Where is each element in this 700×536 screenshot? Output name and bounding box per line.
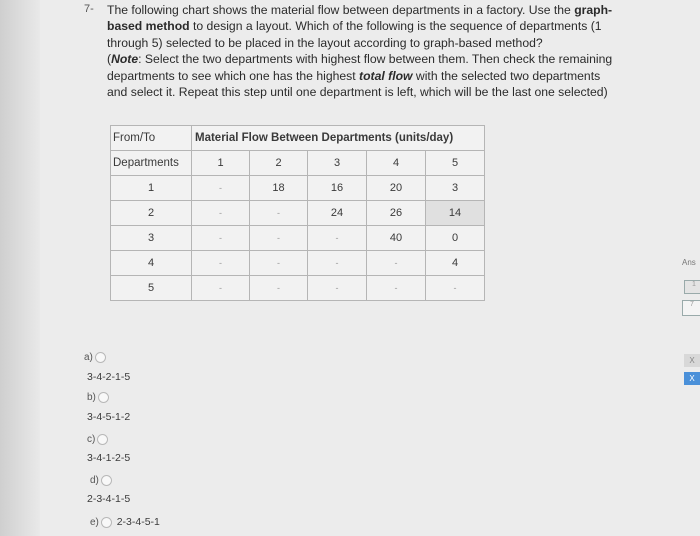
table-cell: 20 bbox=[367, 176, 426, 201]
q-line5: departments to see which one has the highest bbox=[107, 68, 360, 83]
table-cell: - bbox=[250, 276, 308, 301]
q-line4: : Select the two departments with highest flow between them. Then check the remaining bbox=[138, 52, 613, 67]
row-dept: 5 bbox=[111, 276, 192, 301]
table-cell: - bbox=[308, 251, 367, 276]
table-row bbox=[111, 226, 485, 251]
table-cell: - bbox=[192, 176, 250, 201]
option-d-radio[interactable] bbox=[101, 475, 112, 486]
q-paren: ( bbox=[107, 52, 112, 67]
table-cell: 0 bbox=[426, 226, 485, 251]
option-d[interactable] bbox=[90, 475, 112, 486]
table-cell: - bbox=[367, 251, 426, 276]
option-b-text: 3-4-5-1-2 bbox=[87, 411, 131, 423]
option-e-radio[interactable] bbox=[101, 517, 112, 528]
table-cell: - bbox=[192, 226, 250, 251]
table-cell: 18 bbox=[250, 176, 308, 201]
option-e-text: 2-3-4-5-1 bbox=[116, 516, 160, 528]
table-cell: - bbox=[192, 276, 250, 301]
row-dept: 1 bbox=[111, 176, 192, 201]
option-d-text: 2-3-4-1-5 bbox=[87, 493, 131, 505]
table-cell: 14 bbox=[426, 201, 485, 226]
table-row bbox=[111, 176, 485, 201]
option-e[interactable] bbox=[90, 516, 160, 528]
option-b-radio[interactable] bbox=[98, 392, 109, 403]
table-row bbox=[111, 201, 485, 226]
q-line6: and select it. Repeat this step until one department is left, which will be the last one selected) bbox=[107, 85, 608, 100]
answer-box-1[interactable]: 1 bbox=[684, 280, 700, 294]
question-number: 7- bbox=[84, 3, 94, 15]
option-a[interactable] bbox=[84, 352, 106, 363]
table-cell: - bbox=[367, 276, 426, 301]
left-edge-shadow bbox=[0, 0, 40, 536]
table-cell: 26 bbox=[367, 201, 426, 226]
q-line3: through 5) selected to be placed in the layout according to graph-based method? bbox=[107, 35, 543, 50]
table-cell: - bbox=[192, 251, 250, 276]
table-row bbox=[111, 276, 485, 301]
table-column-row bbox=[111, 151, 485, 176]
option-letter: d) bbox=[90, 475, 99, 487]
answer-box-2[interactable]: 7 bbox=[682, 300, 700, 316]
close-icon[interactable]: X bbox=[684, 354, 700, 367]
departments-label: Departments bbox=[111, 151, 192, 176]
table-row bbox=[111, 251, 485, 276]
table-header-row bbox=[111, 126, 485, 151]
option-c-radio[interactable] bbox=[97, 434, 108, 445]
table-cell: - bbox=[250, 226, 308, 251]
table-cell: 16 bbox=[308, 176, 367, 201]
answer-label: Ans bbox=[682, 258, 696, 267]
table-cell: - bbox=[308, 226, 367, 251]
option-a-radio[interactable] bbox=[95, 352, 106, 363]
table-cell: 4 bbox=[426, 251, 485, 276]
q-line5-end: with the selected two departments bbox=[412, 68, 601, 83]
q-total-flow: total flow bbox=[359, 68, 413, 83]
option-letter: a) bbox=[84, 352, 93, 364]
table-cell: - bbox=[192, 201, 250, 226]
col-header: 5 bbox=[426, 151, 485, 176]
close-icon-active[interactable]: X bbox=[684, 372, 700, 385]
row-dept: 2 bbox=[111, 201, 192, 226]
option-c-text: 3-4-1-2-5 bbox=[87, 452, 131, 464]
table-cell: - bbox=[426, 276, 485, 301]
q-line2: to design a layout. Which of the following is the sequence of departments (1 bbox=[189, 19, 602, 34]
col-header: 3 bbox=[308, 151, 367, 176]
col-header: 2 bbox=[250, 151, 308, 176]
table-cell: 24 bbox=[308, 201, 367, 226]
table-cell: - bbox=[250, 251, 308, 276]
table-cell: - bbox=[308, 276, 367, 301]
row-dept: 3 bbox=[111, 226, 192, 251]
table-cell: - bbox=[250, 201, 308, 226]
option-b[interactable] bbox=[87, 392, 109, 403]
col-header: 4 bbox=[367, 151, 426, 176]
from-to-label: From/To bbox=[111, 126, 192, 151]
col-header: 1 bbox=[192, 151, 250, 176]
option-letter: e) bbox=[90, 517, 99, 528]
q-bold-method: based method bbox=[107, 19, 190, 34]
q-note: Note bbox=[111, 52, 139, 67]
table-cell: 40 bbox=[367, 226, 426, 251]
question-text bbox=[107, 2, 652, 100]
q-bold-graph: graph- bbox=[574, 3, 613, 17]
option-a-text: 3-4-2-1-5 bbox=[87, 371, 131, 383]
row-dept: 4 bbox=[111, 251, 192, 276]
option-c[interactable] bbox=[87, 434, 108, 445]
table-title: Material Flow Between Departments (units/day) bbox=[192, 126, 485, 151]
q-line1: The following chart shows the material flow between departments in a factory. Use the bbox=[107, 3, 575, 17]
option-letter: b) bbox=[87, 392, 96, 404]
option-letter: c) bbox=[87, 434, 96, 446]
material-flow-table bbox=[110, 125, 485, 301]
table-cell: 3 bbox=[426, 176, 485, 201]
